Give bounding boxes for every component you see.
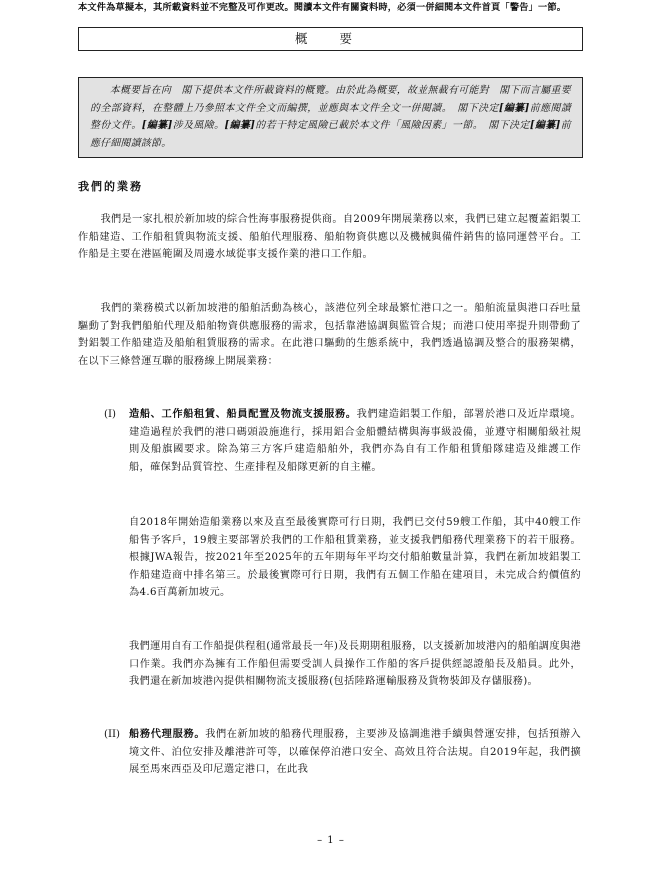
redacted-mark: [編纂] xyxy=(529,120,561,132)
intro-part-5: 前應仔細閱讀該節。 xyxy=(90,120,571,149)
item-1-paragraph-3: 我們運用自有工作船提供程租(通常最長一年)及長期期租服務，以支援新加坡港內的船舶調度與港口作業。我們亦為擁有工作船但需要受訓人員操作工作船的客戶提供經認證船長及船員。此外，我們還在新加坡港內提供相關物流支援服務(包括陸路運輸服務及貨物裝卸及存儲服務)。 xyxy=(129,641,581,688)
redacted-mark: [編纂] xyxy=(224,120,256,132)
intro-part-3: 涉及風險。 xyxy=(172,120,225,132)
item-2-body: 我們在新加坡的船務代理服務，主要涉及協調進港手續與營運安排，包括預辦入境文件、泊位安排及離港許可等，以確保停泊港口安全、高效且符合法規。自2019年起，我們擴展至馬來西亞及印尼選定港口，在此我 xyxy=(129,729,582,776)
item-2-text xyxy=(129,726,581,779)
item-1-paragraph-2: 自2018年開始造船業務以來及直至最後實際可行日期，我們已交付59艘工作船，其中40艘工作船售予客戶，19艘主要部署於我們的工作船租賃業務，並支援我們船務代理業務下的若干服務。根據JWA報告，按2021年至2025年的五年期每年平均交付船舶數量計算，我們在新加坡鋁製工作船建造商中排名第三。於最後實際可行日期，我們有五個工作船在建項目，未完成合約價值約為4.6百萬新加坡元。 xyxy=(129,517,581,599)
item-2-heading: 船務代理服務。 xyxy=(129,729,206,740)
intro-part-2: 前應閱讀整份文件。 xyxy=(90,102,572,132)
item-1-body: 我們建造鋁製工作船，部署於港口及近岸環境。建造過程於我們的港口碼頭設施進行，採用鋁合金船體結構與海事級設備，並遵守相關船級社規則及船旗國要求。除為第三方客戶建造船舶外，我們亦為自有工作船租賃船隊建造及維護工作船，確保對品質管控、生產排程及船隊更新的自主權。 xyxy=(129,409,581,473)
item-number-1: (I) xyxy=(104,409,116,420)
intro-text xyxy=(90,82,571,152)
item-number-2: (II) xyxy=(104,729,120,740)
page-number: – 1 – xyxy=(317,835,345,846)
item-1-heading: 造船、工作船租賃、船員配置及物流支援服務。 xyxy=(129,409,357,420)
intro-part-4: 的若干特定風險已載於本文件「風險因素」一節。 閣下決定 xyxy=(255,120,530,132)
item-1-text xyxy=(129,406,581,476)
redacted-mark: [編纂] xyxy=(498,102,530,114)
redacted-mark: [編纂] xyxy=(141,120,173,132)
section-heading: 我們的業務 xyxy=(78,180,143,193)
intro-box xyxy=(78,77,583,158)
draft-warning: 本文件為草擬本，其所載資料並不完整及可作更改。閱讀本文件有關資料時，必須一併細閱本文件首頁「警告」一節。 xyxy=(78,2,567,13)
intro-part-1: 本概要旨在向 閣下提供本文件所載資料的概覽。由於此為概要，故並無載有可能對 閣下而言屬重要的全部資料，在整體上乃參照本文件全文而編撰，並應與本文件全文一併閱讀。 閣下決定 xyxy=(90,85,571,114)
business-paragraph-2: 我們的業務模式以新加坡港的船舶活動為核心，該港位列全球最繁忙港口之一。船舶流量與港口吞吐量驅動了對我們船舶代理及船舶物資供應服務的需求，包括靠港協調與監管合規；而港口使用率提升則帶動了對鋁製工作船建造及船舶租賃服務的需求。在此港口驅動的生態系統中，我們透過協調及整合的服務架構，在以下三條營運互聯的服務線上開展業務： xyxy=(78,303,581,367)
summary-title: 概 要 xyxy=(78,27,583,51)
business-paragraph-1: 我們是一家扎根於新加坡的綜合性海事服務提供商。自2009年開展業務以來，我們已建立起覆蓋鋁製工作船建造、工作船租賃與物流支援、船舶代理服務、船舶物資供應以及機械與備件銷售的協同運營平台。工作船是主要在港區範圍及周邊水域從事支援作業的港口工作船。 xyxy=(78,214,581,261)
